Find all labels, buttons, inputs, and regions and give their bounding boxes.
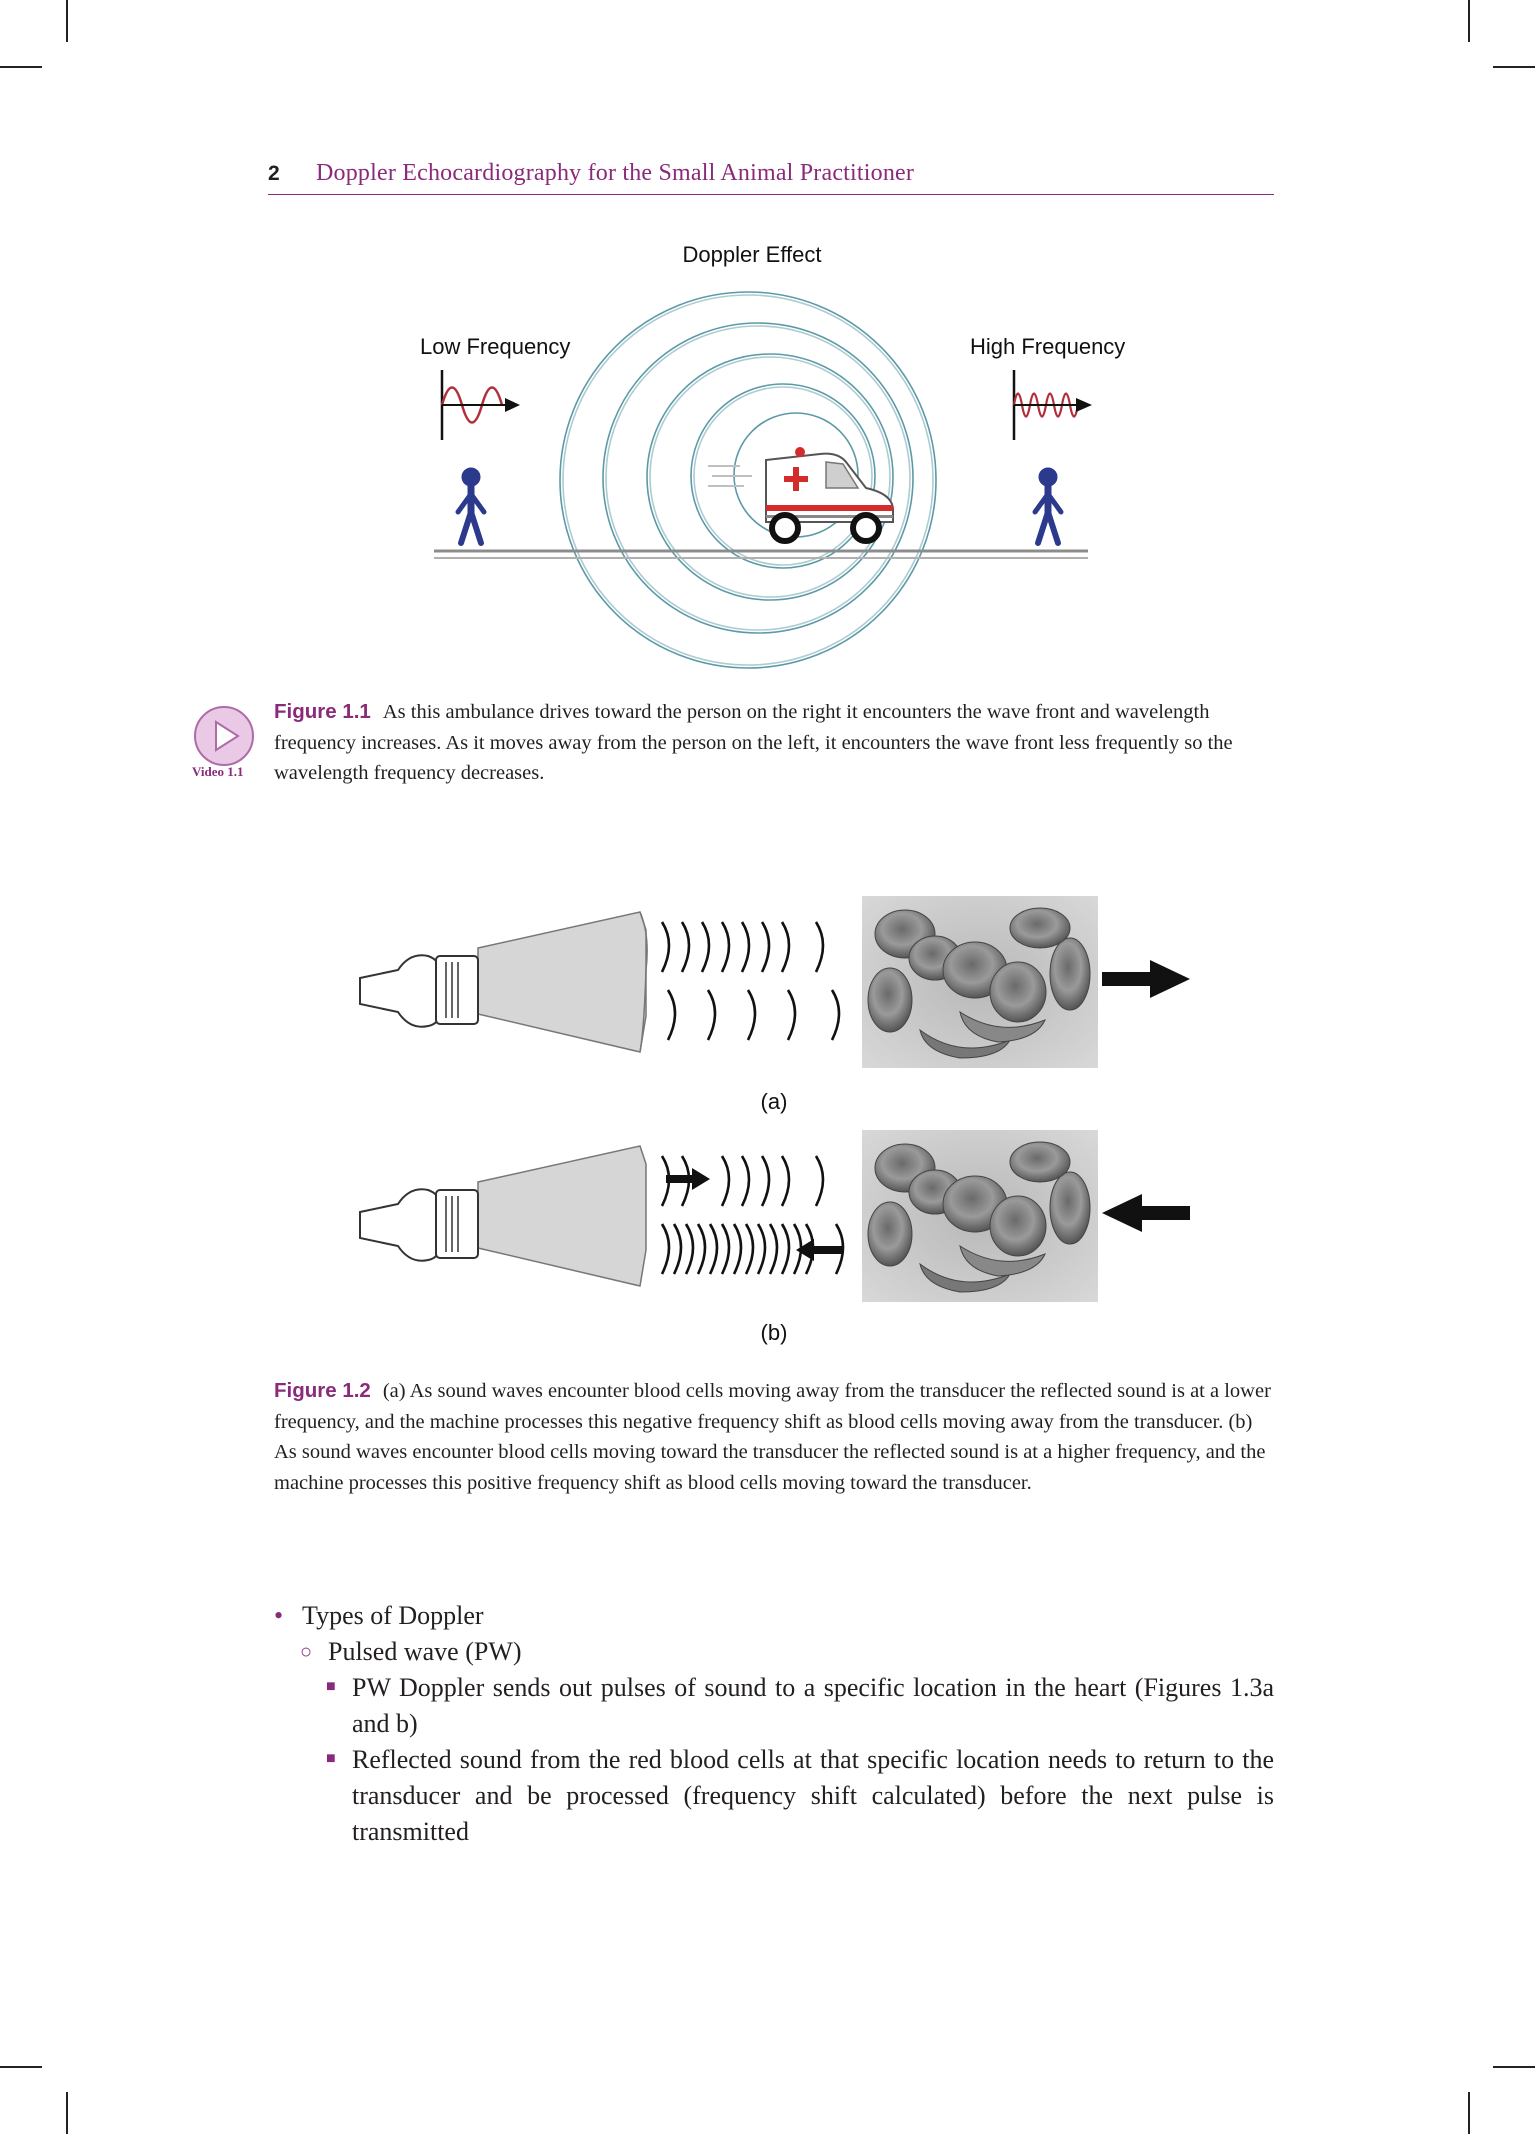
person-icon — [1035, 468, 1061, 543]
bullet-square-icon: ■ — [326, 1750, 336, 1767]
arrow-right-icon — [1102, 960, 1190, 998]
figure-1-caption — [274, 697, 1279, 789]
high-frequency-label: High Frequency — [970, 334, 1126, 359]
figure-2-caption — [274, 1376, 1279, 1498]
list-item — [274, 1742, 1274, 1850]
list-item-text: Pulsed wave (PW) — [328, 1637, 522, 1666]
person-icon — [458, 468, 484, 543]
crop-mark — [1468, 2092, 1470, 2134]
list-item — [274, 1634, 1274, 1670]
arrow-left-icon — [1102, 1194, 1190, 1232]
wave-icon — [1014, 370, 1092, 440]
bullet-circle-icon: ○ — [300, 1641, 313, 1663]
crop-mark — [66, 2092, 68, 2134]
sound-waves — [662, 1156, 843, 1274]
wave-icon — [442, 370, 520, 440]
crop-mark — [0, 2066, 42, 2068]
low-frequency-label: Low Frequency — [420, 334, 571, 359]
list-item-text: Types of Doppler — [302, 1601, 484, 1630]
blood-cells-image — [862, 1130, 1098, 1302]
figure-2-caption-text: (a) As sound waves encounter blood cells moving away from the transducer the reflected sound is at a lower frequency, and the machine processes this negative frequency shift as blood cells moving away from the transducer. (b) As sound waves encounter blood cells moving toward the transducer the reflected sound is at a higher frequency, and the machine processes this positive frequency shift as blood cells moving toward the transducer. — [274, 1380, 1271, 1494]
list-item — [274, 1598, 1274, 1634]
crop-mark — [1493, 2066, 1535, 2068]
bullet-dot-icon: • — [274, 1601, 284, 1630]
figure-2-label: Figure 1.2 — [274, 1379, 371, 1402]
figure-1-label: Figure 1.1 — [274, 700, 371, 723]
video-play-button[interactable] — [194, 706, 254, 766]
play-icon — [196, 708, 252, 764]
video-label: Video 1.1 — [192, 764, 244, 779]
figure-1-caption-text: As this ambulance drives toward the person on the right it encounters the wave front and wavelength frequency increases. As it moves away from the person on the left, it encounters the wave front less frequently so the wavelength frequency decreases. — [274, 701, 1233, 784]
doppler-effect-illustration — [0, 0, 1535, 700]
bullet-list — [274, 1598, 1274, 1850]
transducer-icon — [360, 912, 647, 1052]
road — [434, 551, 1088, 558]
blood-cells-image — [862, 896, 1098, 1068]
list-item-text: Reflected sound from the red blood cells at that specific location needs to return to the transducer and be processed (frequency shift calculated) before the next pulse is transmitted — [352, 1745, 1274, 1846]
bullet-square-icon: ■ — [326, 1678, 336, 1695]
page-number: 2 — [268, 162, 280, 185]
running-title: Doppler Echocardiography for the Small Animal Practitioner — [316, 160, 915, 186]
panel-b-label: (b) — [760, 1320, 788, 1345]
wave-front-circles — [560, 292, 936, 668]
panel-a-label: (a) — [760, 1089, 788, 1114]
arrow-left-icon — [796, 1239, 842, 1261]
list-item-text: PW Doppler sends out pulses of sound to a specific location in the heart (Figures 1.3a and b) — [352, 1673, 1274, 1738]
figure-1-title: Doppler Effect — [682, 242, 822, 267]
transducer-icon — [360, 1146, 646, 1286]
sound-waves — [662, 922, 839, 1040]
list-item — [274, 1670, 1274, 1742]
